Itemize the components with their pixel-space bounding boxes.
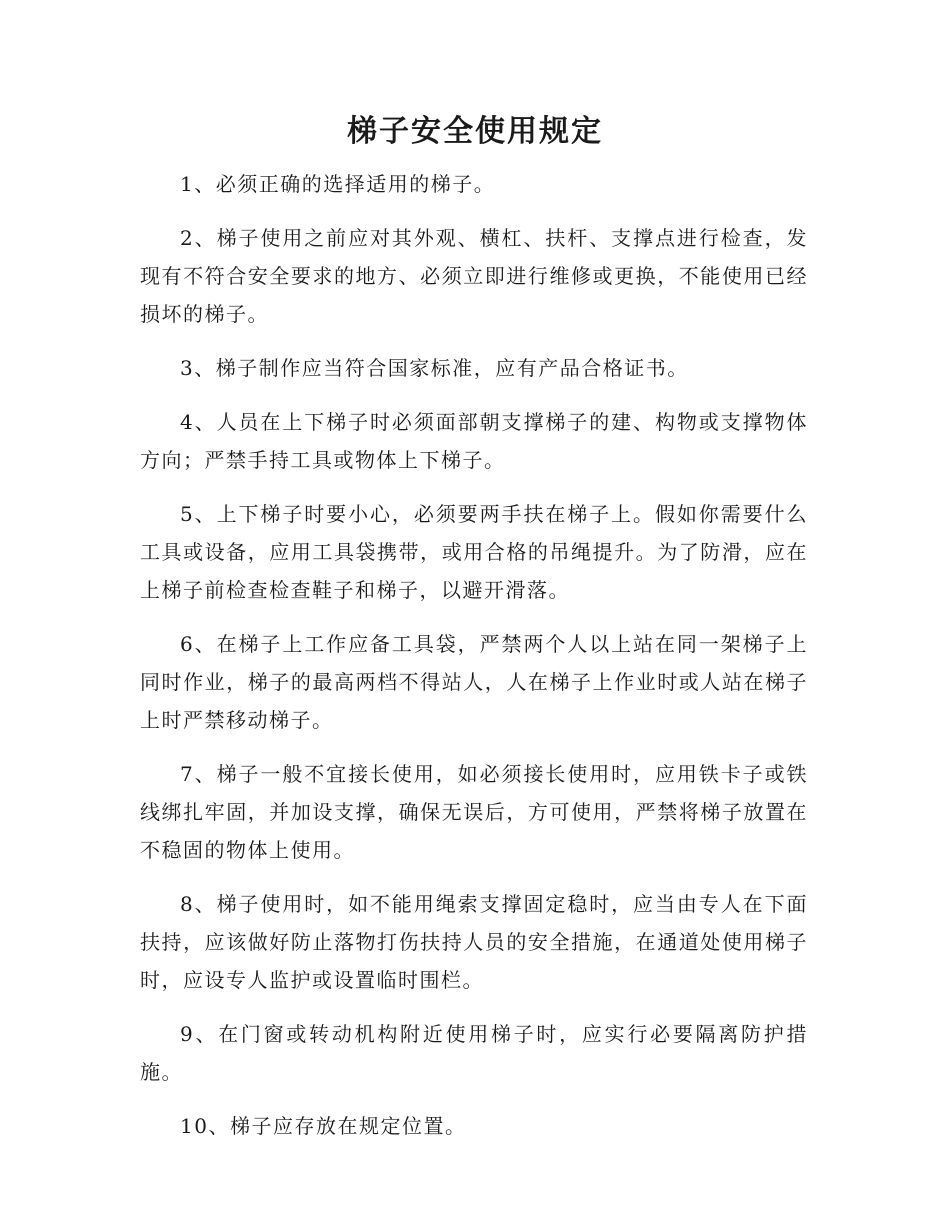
document-body (140, 165, 808, 1161)
rule-paragraph-3: 3、梯子制作应当符合国家标准，应有产品合格证书。 (180, 356, 689, 380)
rule-paragraph-6: 6、在梯子上工作应备工具袋，严禁两个人以上站在同一架梯子上同时作业，梯子的最高两档不得站人，人在梯子上作业时或人站在梯子上时严禁移动梯子。 (140, 632, 808, 732)
rule-paragraph-7: 7、梯子一般不宜接长使用，如必须接长使用时，应用铁卡子或铁线绑扎牢固，并加设支撑，确保无误后，方可使用，严禁将梯子放置在不稳固的物体上使用。 (140, 762, 808, 862)
rule-paragraph-2: 2、梯子使用之前应对其外观、横杠、扶杆、支撑点进行检查，发现有不符合安全要求的地方、必须立即进行维修或更换，不能使用已经损坏的梯子。 (140, 226, 808, 326)
rule-paragraph-1: 1、必须正确的选择适用的梯子。 (180, 172, 496, 196)
rule-paragraph-9: 9、在门窗或转动机构附近使用梯子时，应实行必要隔离防护措施。 (140, 1022, 808, 1084)
rule-paragraph-4: 4、人员在上下梯子时必须面部朝支撑梯子的建、构物或支撑物体方向；严禁手持工具或物体上下梯子。 (140, 410, 808, 472)
rule-paragraph-8: 8、梯子使用时，如不能用绳索支撑固定稳时，应当由专人在下面扶持，应该做好防止落物打伤扶持人员的安全措施，在通道处使用梯子时，应设专人监护或设置临时围栏。 (140, 892, 808, 992)
rule-paragraph-10: 10、梯子应存放在规定位置。 (180, 1114, 467, 1138)
rule-paragraph-5: 5、上下梯子时要小心，必须要两手扶在梯子上。假如你需要什么工具或设备，应用工具袋携带，或用合格的吊绳提升。为了防滑，应在上梯子前检查检查鞋子和梯子，以避开滑落。 (140, 502, 808, 602)
document-title: 梯子安全使用规定 (347, 114, 603, 149)
